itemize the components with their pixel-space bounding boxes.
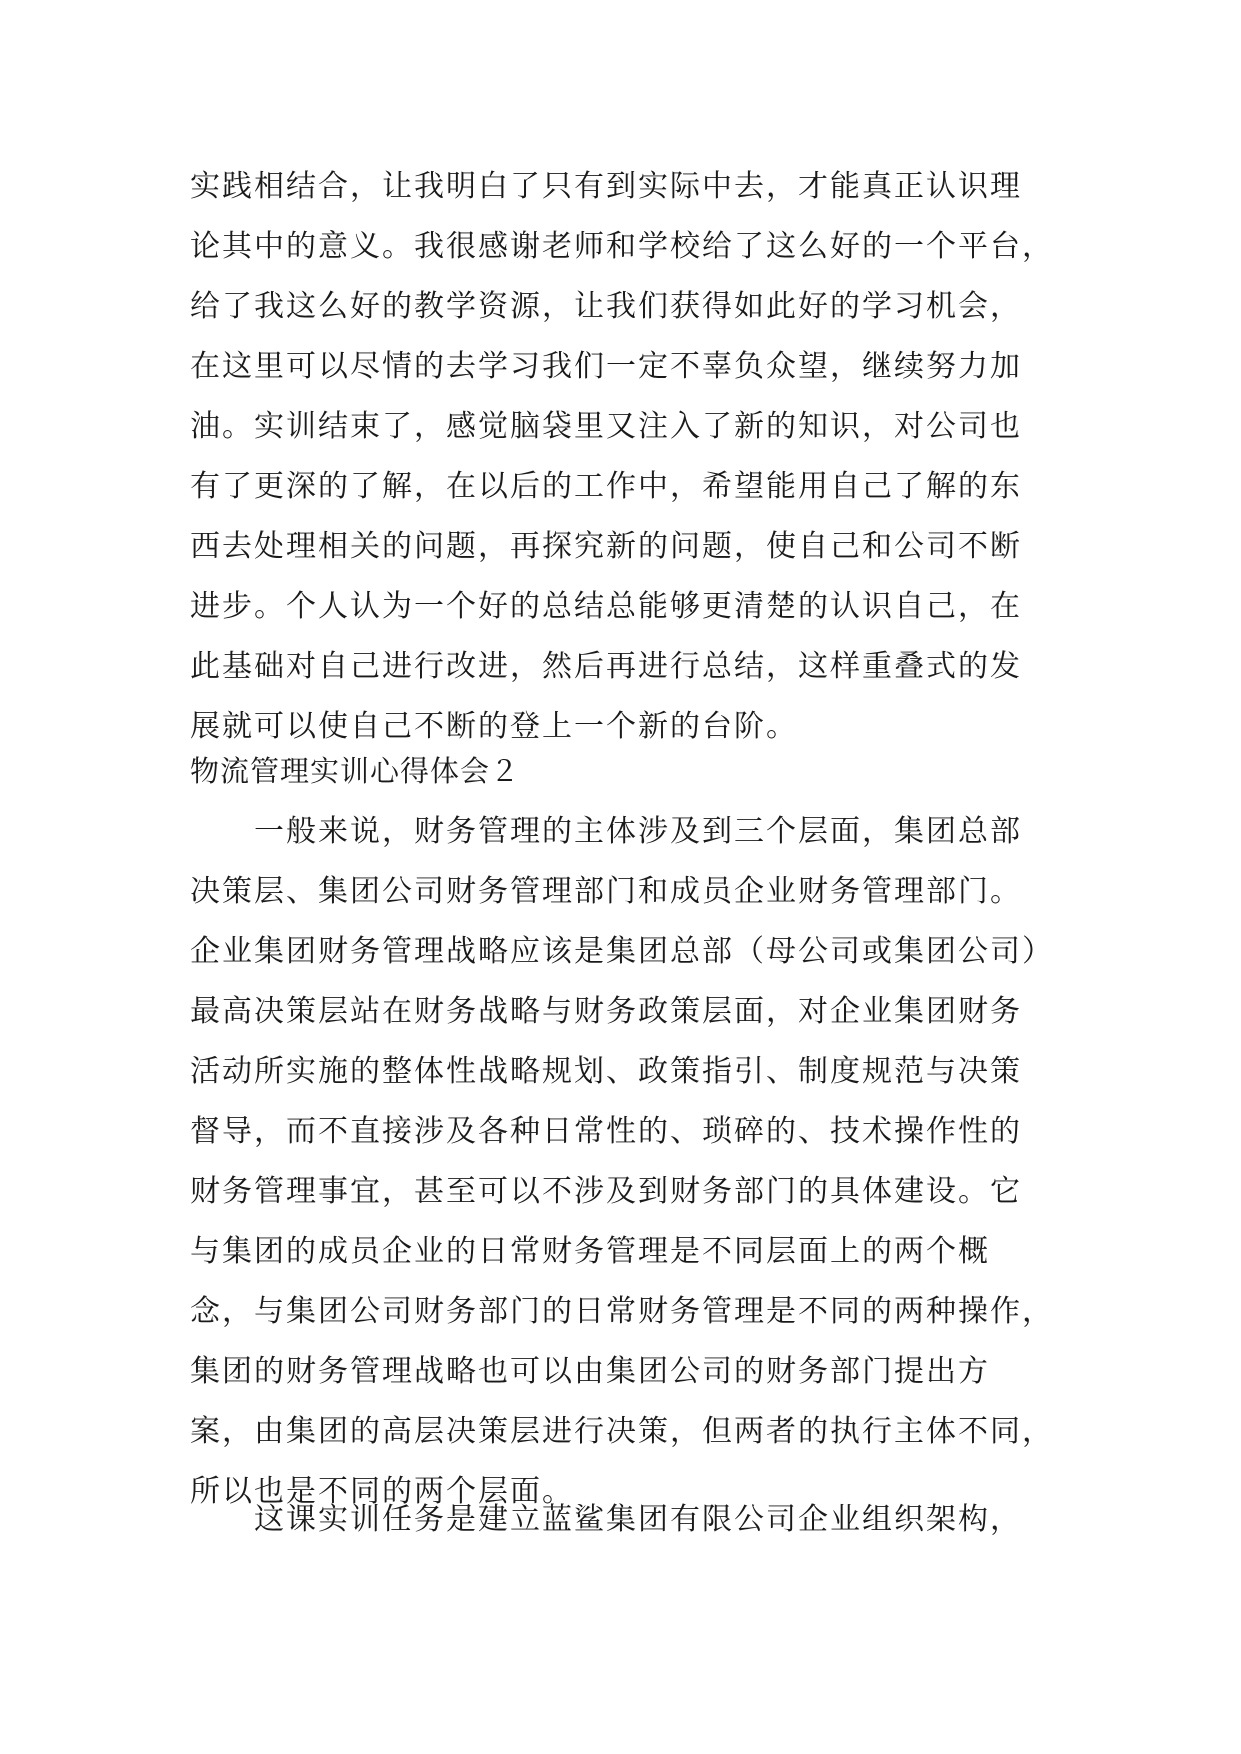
- paragraph-2: [190, 802, 1070, 1522]
- paragraph-line: 所以也是不同的两个层面。: [190, 1474, 574, 1509]
- paragraph-line: 最高决策层站在财务战略与财务政策层面，对企业集团财务: [190, 994, 1022, 1029]
- section-heading-text: 物流管理实训心得体会２: [190, 754, 521, 788]
- paragraph-line: 展就可以使自己不断的登上一个新的台阶。: [190, 709, 798, 744]
- paragraph-line: 给了我这么好的教学资源，让我们获得如此好的学习机会，: [190, 289, 1022, 324]
- paragraph-3: [190, 1490, 1070, 1550]
- paragraph-line: 进步。个人认为一个好的总结总能够更清楚的认识自己，在: [190, 589, 1022, 624]
- paragraph-line: 念，与集团公司财务部门的日常财务管理是不同的两种操作，: [190, 1294, 1054, 1329]
- paragraph-line: 油。实训结束了，感觉脑袋里又注入了新的知识，对公司也: [190, 409, 1022, 444]
- paragraph-line: 一般来说，财务管理的主体涉及到三个层面，集团总部: [254, 814, 1022, 849]
- paragraph-line: 决策层、集团公司财务管理部门和成员企业财务管理部门。: [190, 874, 1022, 909]
- paragraph-line: 有了更深的了解，在以后的工作中，希望能用自己了解的东: [190, 469, 1022, 504]
- paragraph-line: 财务管理事宜，甚至可以不涉及到财务部门的具体建设。它: [190, 1174, 1022, 1209]
- paragraph-line: 企业集团财务管理战略应该是集团总部（母公司或集团公司）: [190, 934, 1054, 969]
- paragraph-1: [190, 157, 1070, 757]
- paragraph-line: 案，由集团的高层决策层进行决策，但两者的执行主体不同，: [190, 1414, 1054, 1449]
- paragraph-line: 督导，而不直接涉及各种日常性的、琐碎的、技术操作性的: [190, 1114, 1022, 1149]
- section-heading: [190, 742, 1070, 800]
- paragraph-line: 集团的财务管理战略也可以由集团公司的财务部门提出方: [190, 1354, 990, 1389]
- paragraph-line: 此基础对自己进行改进，然后再进行总结，这样重叠式的发: [190, 649, 1022, 684]
- paragraph-line: 活动所实施的整体性战略规划、政策指引、制度规范与决策: [190, 1054, 1022, 1089]
- paragraph-line: 在这里可以尽情的去学习我们一定不辜负众望，继续努力加: [190, 349, 1022, 384]
- paragraph-line: 实践相结合，让我明白了只有到实际中去，才能真正认识理: [190, 169, 1022, 204]
- paragraph-line: 这课实训任务是建立蓝鲨集团有限公司企业组织架构，: [254, 1502, 1022, 1537]
- paragraph-line: 与集团的成员企业的日常财务管理是不同层面上的两个概: [190, 1234, 990, 1269]
- paragraph-line: 论其中的意义。我很感谢老师和学校给了这么好的一个平台，: [190, 229, 1054, 264]
- paragraph-line: 西去处理相关的问题，再探究新的问题，使自己和公司不断: [190, 529, 1022, 564]
